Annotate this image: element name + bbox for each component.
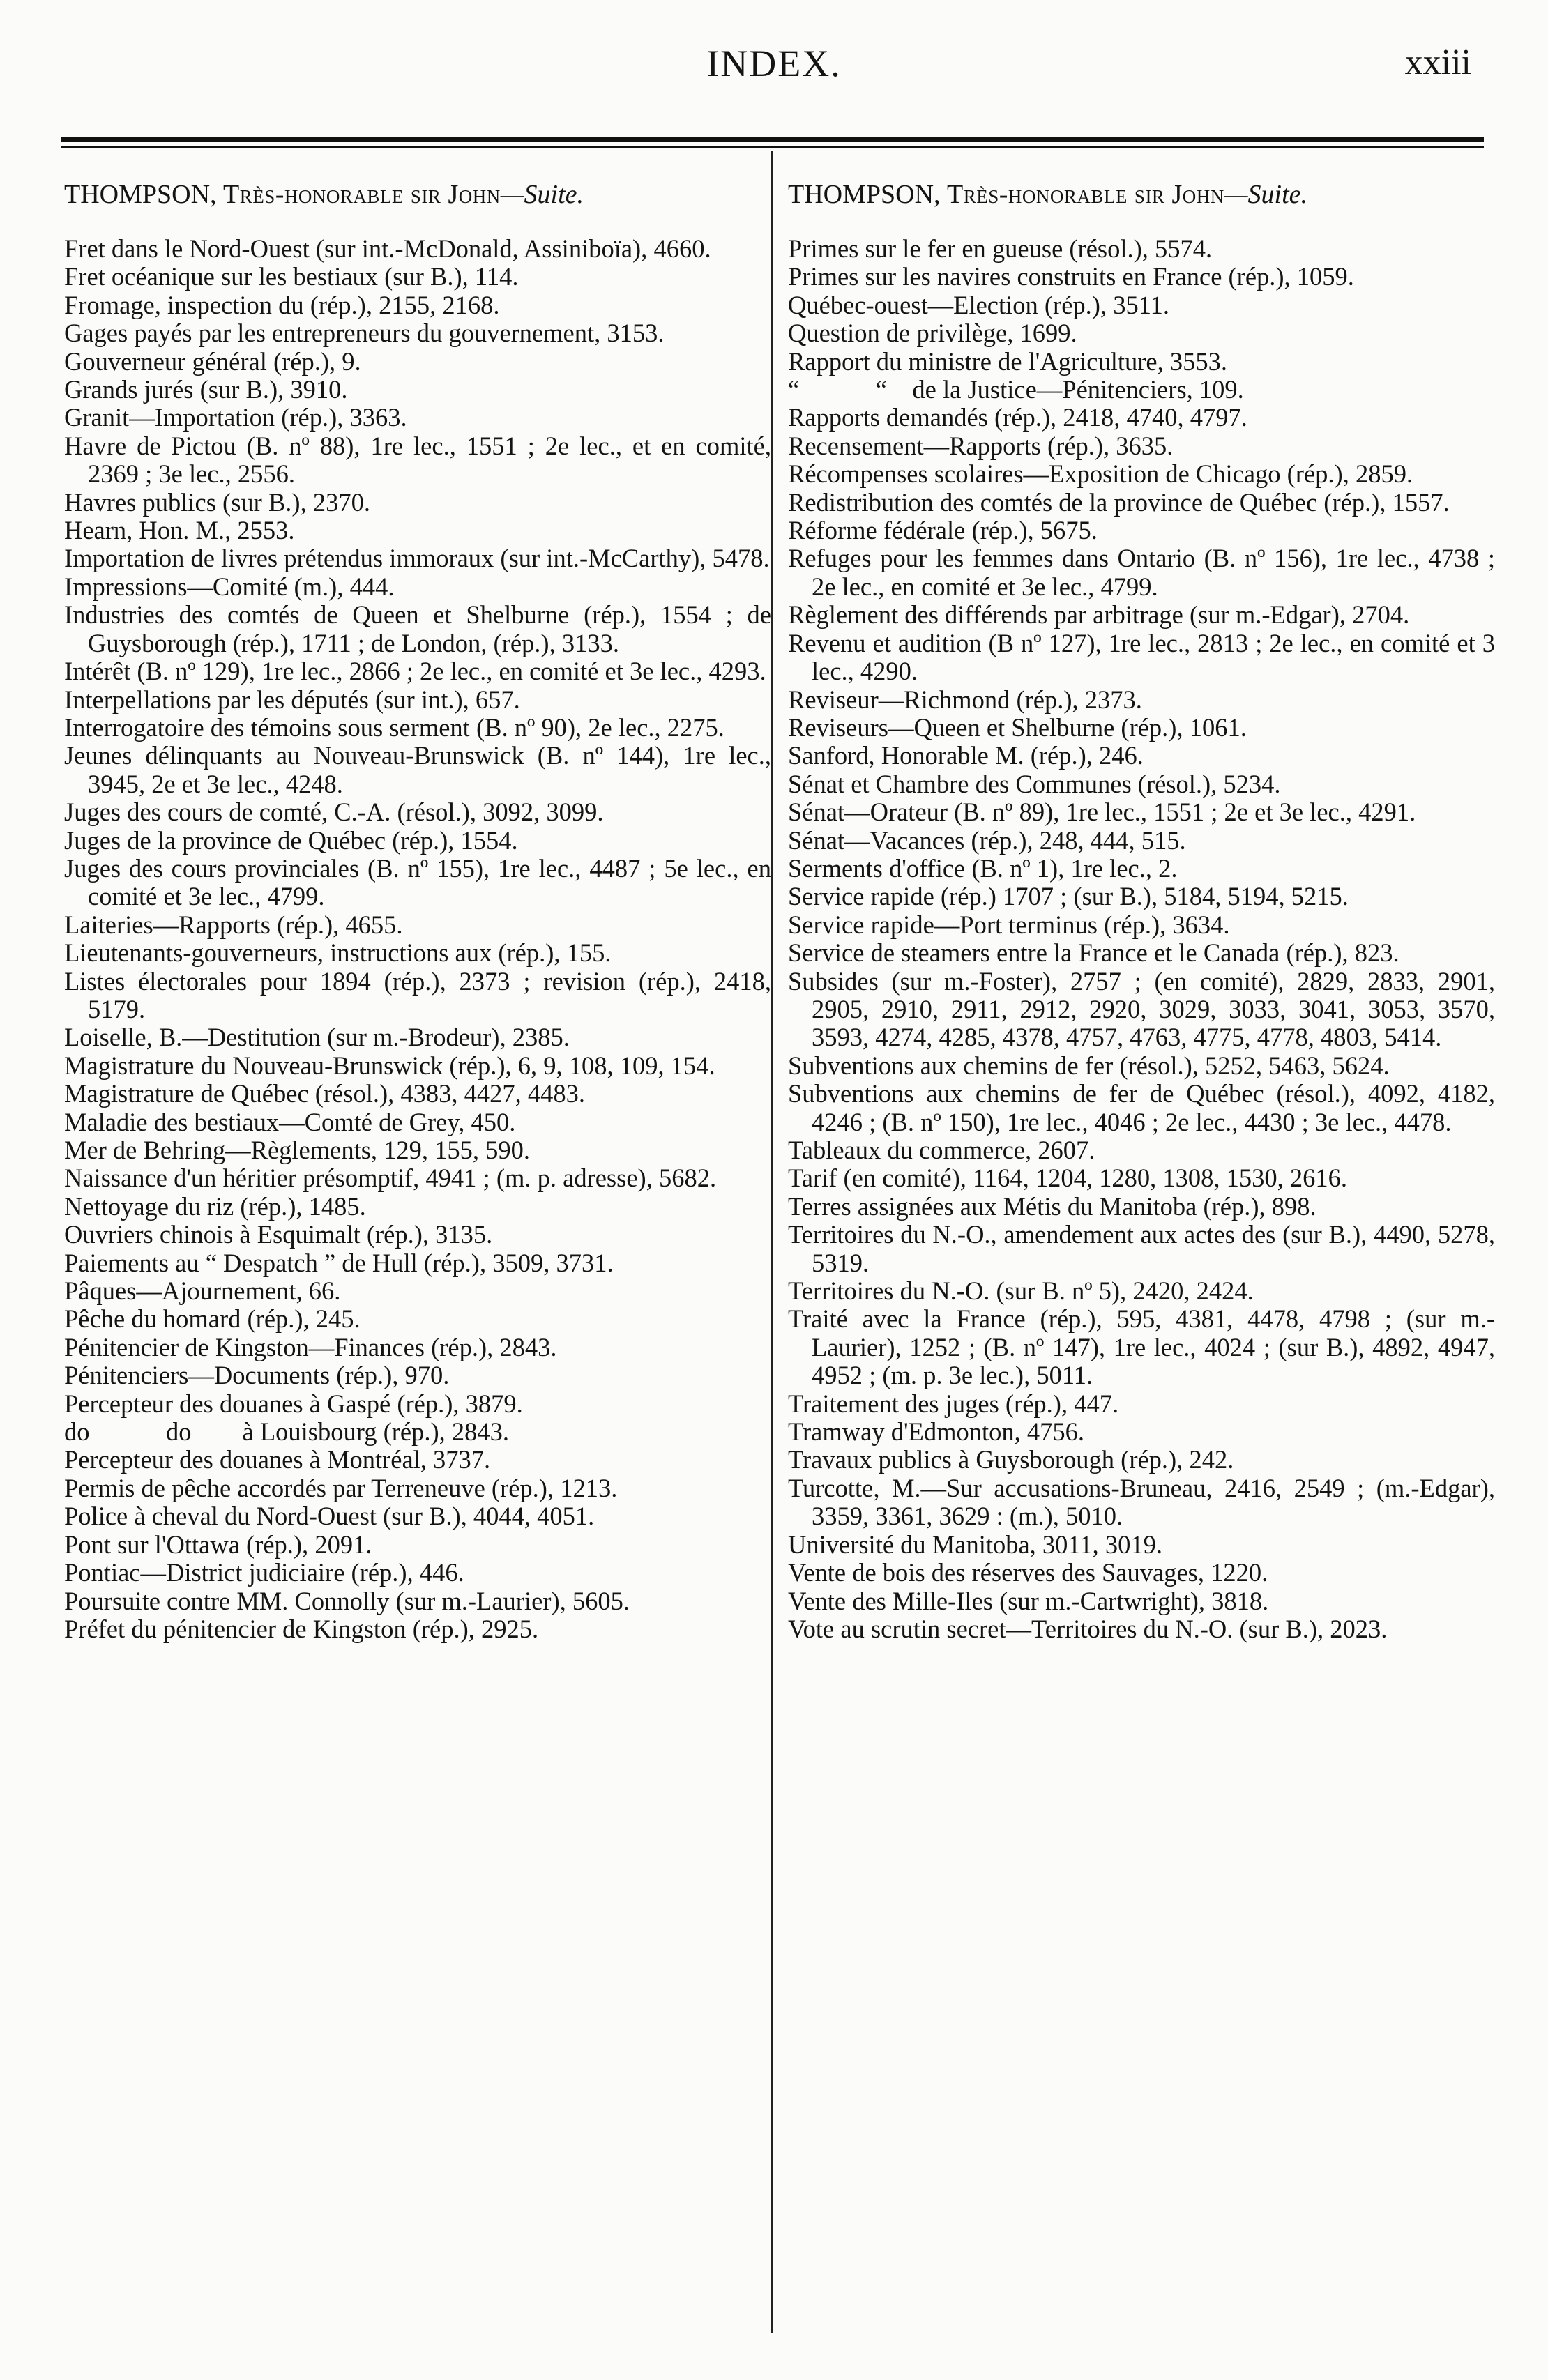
index-entry: Primes sur les navires construits en France (rép.), 1059. — [788, 262, 1354, 291]
index-entry: Intérêt (B. nº 129), 1re lec., 2866 ; 2e lec., en comité et 3e lec., 4293. — [64, 657, 766, 686]
index-entry: Havres publics (sur B.), 2370. — [64, 487, 370, 517]
index-entry: Sénat—Vacances (rép.), 248, 444, 515. — [788, 825, 1186, 855]
left-column — [64, 178, 775, 1643]
index-entry: Maladie des bestiaux—Comté de Grey, 450. — [64, 1107, 516, 1136]
header-rule-thin — [61, 146, 1484, 148]
index-entry: Fromage, inspection du (rép.), 2155, 2168. — [64, 290, 500, 319]
index-entry: Rapports demandés (rép.), 2418, 4740, 4797. — [788, 403, 1247, 432]
index-entry: Subsides (sur m.-Foster), 2757 ; (en comité), 2829, 2833, 2901, 2905, 2910, 2911, 2912, 2920, 3029, 3033, 3041, 3053, 3570, 3593, 4274, 4285, 4378, 4757, 4763, 4775, 4778, 4803, 5414. — [788, 966, 1495, 1052]
index-entry: Service rapide (rép.) 1707 ; (sur B.), 5184, 5194, 5215. — [788, 882, 1349, 911]
index-entry: Travaux publics à Guysborough (rép.), 242. — [788, 1445, 1234, 1474]
index-entry: Pontiac—District judiciaire (rép.), 446. — [64, 1558, 464, 1587]
index-entry: Revenu et audition (B nº 127), 1re lec., 2813 ; 2e lec., en comité et 3 lec., 4290. — [788, 628, 1495, 686]
right-column — [788, 178, 1499, 1643]
index-entry: Percepteur des douanes à Gaspé (rép.), 3879. — [64, 1389, 523, 1418]
index-entry: Université du Manitoba, 3011, 3019. — [788, 1530, 1162, 1559]
index-entry: Magistrature de Québec (résol.), 4383, 4427, 4483. — [64, 1079, 586, 1108]
index-entry: Préfet du pénitencier de Kingston (rép.), 2925. — [64, 1614, 539, 1643]
index-entry: Tramway d'Edmonton, 4756. — [788, 1417, 1084, 1447]
index-entry: Juges des cours de comté, C.-A. (résol.), 3092, 3099. — [64, 798, 604, 827]
index-entry: Traité avec la France (rép.), 595, 4381, 4478, 4798 ; (sur m.-Laurier), 1252 ; (B. nº 147), 1re lec., 4024 ; (sur B.), 4892, 4947, 4952 ; (m. p. 3e lec.), 5011. — [788, 1304, 1495, 1390]
left-column-heading — [64, 178, 775, 211]
index-entry: Percepteur des douanes à Montréal, 3737. — [64, 1445, 491, 1474]
index-entry: Mer de Behring—Règlements, 129, 155, 590. — [64, 1136, 531, 1164]
index-entry: Québec-ouest—Election (rép.), 3511. — [788, 290, 1169, 319]
index-entry: Gages payés par les entrepreneurs du gouvernement, 3153. — [64, 319, 665, 348]
index-entry: Granit—Importation (rép.), 3363. — [64, 403, 407, 432]
index-entry: Permis de pêche accordés par Terreneuve (rép.), 1213. — [64, 1473, 618, 1502]
index-entry: Territoires du N.-O. (sur B. nº 5), 2420, 2424. — [788, 1276, 1254, 1306]
index-entry: “ “ de la Justice—Pénitenciers, 109. — [788, 375, 1244, 404]
right-heading-title: Très-honorable sir John — [947, 180, 1224, 209]
index-entry: Vente des Mille-Iles (sur m.-Cartwright), 3818. — [788, 1586, 1269, 1615]
index-entry: Règlement des différends par arbitrage (sur m.-Edgar), 2704. — [788, 600, 1410, 630]
index-entry: Listes électorales pour 1894 (rép.), 2373 ; revision (rép.), 2418, 5179. — [64, 966, 771, 1023]
index-entry: Industries des comtés de Queen et Shelburne (rép.), 1554 ; de Guysborough (rép.), 1711 ; de London, (rép.), 3133. — [64, 600, 771, 657]
index-entry: Juges de la province de Québec (rép.), 1554. — [64, 825, 518, 855]
index-entry: Poursuite contre MM. Connolly (sur m.-Laurier), 5605. — [64, 1586, 630, 1615]
header-rule-thick — [61, 137, 1484, 142]
index-entry: Territoires du N.-O., amendement aux actes des (sur B.), 4490, 5278, 5319. — [788, 1220, 1495, 1277]
index-entry: Magistrature du Nouveau-Brunswick (rép.), 6, 9, 108, 109, 154. — [64, 1051, 715, 1080]
index-entry: Réforme fédérale (rép.), 5675. — [788, 516, 1098, 545]
index-entry: Récompenses scolaires—Exposition de Chicago (rép.), 2859. — [788, 459, 1413, 489]
index-entry: Question de privilège, 1699. — [788, 319, 1077, 348]
index-entry: Turcotte, M.—Sur accusations-Bruneau, 2416, 2549 ; (m.-Edgar), 3359, 3361, 3629 : (m.), 5010. — [788, 1473, 1495, 1531]
index-entry: Vote au scrutin secret—Territoires du N.-O. (sur B.), 2023. — [788, 1614, 1388, 1643]
index-entry: Gouverneur général (rép.), 9. — [64, 346, 361, 376]
index-entry: Fret océanique sur les bestiaux (sur B.), 114. — [64, 262, 519, 291]
left-heading-suite: —Suite. — [500, 180, 584, 209]
right-entry-list — [788, 235, 1499, 1643]
index-entry: Juges des cours provinciales (B. nº 155), 1re lec., 4487 ; 5e lec., en comité et 3e lec., 4799. — [64, 853, 771, 911]
right-heading-name: THOMPSON, — [788, 180, 948, 209]
left-heading-name: THOMPSON, — [64, 180, 224, 209]
index-entry: Ouvriers chinois à Esquimalt (rép.), 3135. — [64, 1220, 493, 1249]
left-entry-list — [64, 235, 775, 1643]
index-entry: Fret dans le Nord-Ouest (sur int.-McDonald, Assiniboïa), 4660. — [64, 234, 711, 263]
index-entry: Reviseurs—Queen et Shelburne (rép.), 1061. — [788, 712, 1247, 742]
index-entry: Lieutenants-gouverneurs, instructions aux (rép.), 155. — [64, 938, 612, 968]
index-entry: Pont sur l'Ottawa (rép.), 2091. — [64, 1530, 372, 1559]
index-entry: Reviseur—Richmond (rép.), 2373. — [788, 685, 1142, 714]
index-entry: Paiements au “ Despatch ” de Hull (rép.), 3509, 3731. — [64, 1248, 614, 1277]
index-entry: Importation de livres prétendus immoraux (sur int.-McCarthy), 5478. — [64, 544, 770, 573]
index-entry: Interpellations par les députés (sur int.), 657. — [64, 685, 520, 714]
index-entry: do do à Louisbourg (rép.), 2843. — [64, 1417, 510, 1447]
left-heading-title: Très-honorable sir John — [223, 180, 501, 209]
index-entry: Primes sur le fer en gueuse (résol.), 5574. — [788, 234, 1213, 263]
index-entry: Interrogatoire des témoins sous serment (B. nº 90), 2e lec., 2275. — [64, 712, 724, 742]
index-entry: Havre de Pictou (B. nº 88), 1re lec., 1551 ; 2e lec., et en comité, 2369 ; 3e lec., 2556. — [64, 431, 771, 489]
page-number: xxiii — [1404, 43, 1471, 82]
index-entry: Vente de bois des réserves des Sauvages, 1220. — [788, 1558, 1268, 1587]
index-entry: Service de steamers entre la France et le Canada (rép.), 823. — [788, 938, 1399, 968]
index-entry: Pâques—Ajournement, 66. — [64, 1276, 341, 1306]
index-entry: Pénitenciers—Documents (rép.), 970. — [64, 1361, 450, 1390]
index-entry: Sanford, Honorable M. (rép.), 246. — [788, 741, 1144, 770]
index-entry: Naissance d'un héritier présomptif, 4941 ; (m. p. adresse), 5682. — [64, 1164, 717, 1193]
index-entry: Tableaux du commerce, 2607. — [788, 1136, 1095, 1164]
index-entry: Traitement des juges (rép.), 447. — [788, 1389, 1119, 1418]
index-entry: Service rapide—Port terminus (rép.), 3634. — [788, 910, 1230, 939]
index-entry: Loiselle, B.—Destitution (sur m.-Brodeur), 2385. — [64, 1023, 570, 1052]
index-entry: Laiteries—Rapports (rép.), 4655. — [64, 910, 403, 939]
index-entry: Sénat—Orateur (B. nº 89), 1re lec., 1551 ; 2e et 3e lec., 4291. — [788, 798, 1416, 827]
index-entry: Sénat et Chambre des Communes (résol.), 5234. — [788, 769, 1281, 798]
index-entry: Rapport du ministre de l'Agriculture, 3553. — [788, 346, 1227, 376]
index-entry: Recensement—Rapports (rép.), 3635. — [788, 431, 1174, 460]
index-entry: Jeunes délinquants au Nouveau-Brunswick (B. nº 144), 1re lec., 3945, 2e et 3e lec., 4248. — [64, 741, 771, 798]
index-entry: Police à cheval du Nord-Ouest (sur B.), 4044, 4051. — [64, 1502, 595, 1531]
index-entry: Grands jurés (sur B.), 3910. — [64, 375, 348, 404]
page-title: INDEX. — [706, 43, 842, 84]
index-entry: Nettoyage du riz (rép.), 1485. — [64, 1191, 366, 1221]
index-entry: Redistribution des comtés de la province de Québec (rép.), 1557. — [788, 487, 1450, 517]
right-column-heading — [788, 178, 1499, 211]
index-entry: Serments d'office (B. nº 1), 1re lec., 2. — [788, 853, 1178, 883]
index-entry: Tarif (en comité), 1164, 1204, 1280, 1308, 1530, 2616. — [788, 1164, 1348, 1193]
index-entry: Pénitencier de Kingston—Finances (rép.), 2843. — [64, 1332, 557, 1361]
index-entry: Impressions—Comité (m.), 444. — [64, 572, 395, 601]
index-entry: Terres assignées aux Métis du Manitoba (rép.), 898. — [788, 1191, 1316, 1221]
index-entry: Subventions aux chemins de fer de Québec (résol.), 4092, 4182, 4246 ; (B. nº 150), 1re lec., 4046 ; 2e lec., 4430 ; 3e lec., 4478. — [788, 1079, 1495, 1136]
right-heading-suite: —Suite. — [1224, 180, 1308, 209]
index-entry: Refuges pour les femmes dans Ontario (B. nº 156), 1re lec., 4738 ; 2e lec., en comité et 3e lec., 4799. — [788, 544, 1495, 601]
index-entry: Subventions aux chemins de fer (résol.), 5252, 5463, 5624. — [788, 1051, 1390, 1080]
index-entry: Hearn, Hon. M., 2553. — [64, 516, 295, 545]
index-entry: Pêche du homard (rép.), 245. — [64, 1304, 361, 1334]
